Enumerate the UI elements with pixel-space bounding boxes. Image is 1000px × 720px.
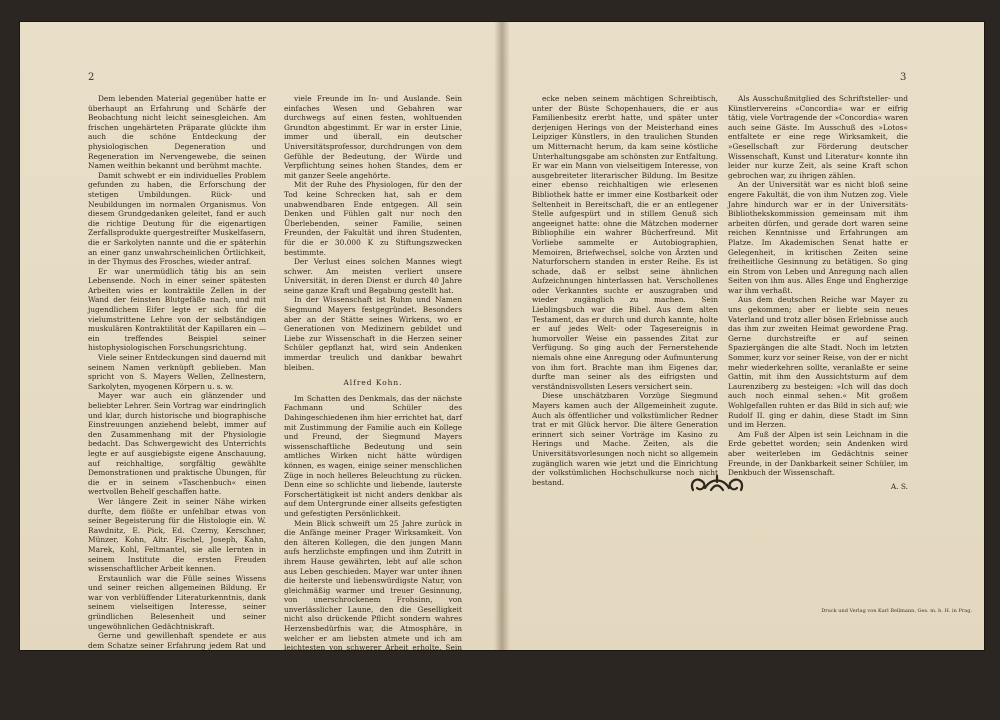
paragraph: Im Schatten des Denkmals, das der nächste Fachmann und Schüler des Dahingeschiedenen ihm hier errichtet hat, darf mit Zustimmung der Familie auch ein Kollege und Freund, der Siegmund Mayers wissenschaftliche Bedeutung und sein amtliches Wirken nicht hätte würdigen können, es wagen, einige seiner menschlichen Züge in noch helleres Beleuchtung zu rücken. Denn eine so schlichte und liebende, lauterste Forschertätigkeit ist nicht anders denkbar als auf dem Untergrunde einer allseits gefestigten und gefestigten Persönlichkeit. bbox=[284, 393, 462, 518]
paragraph: Er war unermüdlich tätig bis an sein Lebensende. Noch in einer seiner spätesten Arbeiten wies er kontraktile Zellen in der Wand der feinsten Blutgefäße nach, und mit jugendlichem Eifer legte er sich für die vielumstrittene Lehre von der selbständigen muskulären Kontraktilität der Kapillaren ein — ein treffendes Beispiel seiner histophysiologischen Forschungsrichtung. bbox=[88, 266, 266, 353]
book-spread bbox=[20, 22, 984, 720]
paragraph: Durch sein stilles, gediegenes Wirken, seine vornehme, offene und sympathische Persönlichkeit gewann bbox=[88, 669, 266, 698]
page-number: 3 bbox=[900, 72, 907, 83]
paragraph: Mit der Ruhe des Physiologen, für den der Tod keine Schrecken hat, sah er dem unabwendbaren Ende entgegen. All sein Denken und Fühlen galt nur noch den Überlebenden, seiner Familie, seinen Freunden, der Fakultät und ihren Studenten, für die er 30.000 K zu Stiftungszwecken bestimmte. bbox=[284, 180, 462, 257]
paragraph: viele Freunde im In- und Auslande. Sein einfaches Wesen und Gebahren war durchwegs auf einen festen, wohltuenden Grundton abgestimmt. Er war in erster Linie, immer und überall, ein deutscher Universitätsprofessor, durchdrungen von dem Gefühle der Bedeutung, der Würde und Verpflichtung seines hohen Standes, dem er mit ganzer Seele angehörte. bbox=[284, 94, 462, 180]
paragraph: Wer längere Zeit in seiner Nähe wirken durfte, dem flößte er unfehlbar etwas von seiner Begeisterung für die Histologie ein. W. Rawdnitz, E. Pick, Ed. Czerny, Kerschner, Münzer, Kohn, Altr. Fischel, Joseph, Kahn, Marek, Kohl, Feltmantel, sie alle lernten in seinem Institute die ersten Freuden wissenschaftlicher Arbeit kennen. bbox=[88, 496, 266, 574]
paragraph: ecke neben seinem mächtigen Schreibtisch, unter der Büste Schopenhauers, die er aus Familienbesitz ererbt hatte, und später unter derjenigen Herings von der Meisterhand eines Leipziger Künstlers, in den traulichen Stunden um Mitternacht herum, da kam seine köstliche Unterhaltungsgabe am schönsten zur Entfaltung. Er war ein Mann von vielseitigem Interesse, von ausgebreiteter literarischer Bildung. Im Besitze einer ebenso reichhaltigen wie erlesenen Bibliothek hatte er immer eine Kostbarkeit oder Seltenheit in Bereitschaft, die er an entlegener Stelle aufgespürt und in stillem Genuß sich angeeignet hatte: ohne die Mätzchen moderner Bibliophilie ein wahrer Bücherfreund. Mit Vorliebe sammelte er Autobiographien, Memoiren, Briefwechsel, solche von Ärzten und Naturforschern standen in erster Reihe. Es ist schade, daß er selbst seine ähnlichen Aufzeichnungen hinterlassen hat. Verschollenes oder Verkanntes suchte er auszugraben und wieder zugänglich zu machen. Sein Lieblingsbuch war die Bibel. Aus dem alten Testament, das er durch und durch kannte, holte er auf jedes Welt- oder Tagesereignis in humorvoller Weise ein passendes Zitat zur Verfügung. So ging auch der Fernerstehende niemals ohne eine Anregung oder Aufmunterung von ihm fort. Brachte man ihm Eigenes dar, durfte man seiner als des eifrigsten und verständnisvollsten Lesers versichert sein. bbox=[532, 94, 718, 391]
paragraph: Der Verlust eines solchen Mannes wiegt schwer. Am meisten verliert unsere Universität, in deren Dienst er durch 40 Jahre seine ganze Kraft und Begabung gestellt hat. bbox=[284, 257, 462, 295]
paragraph: Damit schwebt er ein individuelles Problem gefunden zu haben, die Erforschung der stetigen Umbildungen. Rück- und Neubildungen im normalen Organismus. Von diesem Grundgedanken geleitet, fand er auch die richtige Deutung für die eigenartigen Zerfallsprodukte quergestreifter Muskelfasern, die er Sarkolyten nannte und die er späterhin an einer ganz unwahrscheinlichen Örtlichkeit, in der Thymus des Frosches, wieder antraf. bbox=[88, 170, 266, 267]
text-column-4 bbox=[728, 94, 908, 628]
paragraph: Gerne und gewillenhaft spendete er aus dem Schatze seiner Erfahrung jedem Rat und Auskunft. Kaum jemals ging einer, der mit Fragen kam, unbelehrt von ihm. bbox=[88, 631, 266, 670]
book-gutter bbox=[494, 22, 510, 650]
paragraph: Am Fuß der Alpen ist sein Leichnam in die Erde gebettet worden; sein Andenken wird aber weiterleben im Gedächtnis seiner Freunde, in der Dankbarkeit seiner Schüler, im Denkbuch der Wissenschaft. bbox=[728, 429, 908, 478]
text-column-3 bbox=[532, 94, 718, 628]
paragraph: In der Wissenschaft ist Ruhm und Namen Siegmund Mayers festgegründet. Besonders aber an der Stätte seines Wirkens, wo er Generationen von Medizinern gebildet und Liebe zur Wissenschaft in die Herzen seiner Schüler gepflanzt hat, wird sein Andenken immerdar treulich und dankbar bewahrt bleiben. bbox=[284, 295, 462, 372]
paragraph: Viele seiner Entdeckungen sind dauernd mit seinem Namen verknüpft geblieben. Man spricht von S. Mayers Wellen, Zellnestern, Sarkolyten, myogenen Körpern u. s. w. bbox=[88, 353, 266, 391]
right-page bbox=[502, 22, 984, 650]
publisher-imprint: Druck und Verlag von Karl Bellmann, Ges. m. b. H. in Prag. bbox=[821, 608, 972, 614]
paragraph: Mein Blick schweift um 25 Jahre zurück in die Anfänge meiner Prager Wirksamkeit. Von den älteren Kollegen, die den jungen Mann aufs herzlichste empfingen und ihm Zutritt in ihrem Hause gewährten, lebt auf alle schon aus Leben geschieden. Mayer war unter ihnen die heiterste und liebenswürdigste Natur, von gleichmäßig warmer und treuer Gesinnung, von unerschrockenem Frohsinn, von unverlässlicher Laune, den die Geselligkeit nicht also drückende Pflicht sondern wahres Herzensbedürfnis war, die Atmosphäre, in welcher er am liebsten atmete und ich am leichtesten von schwerer Arbeit erholte. Sein gastliches Haus stand den Mitgliedern aller Fakultäten offen. Die berühmten Weingelände seiner rheinischen Heimat sandten ihre sonnigsten Grüße, und der gründliche Kenner ihres feinsten Aromas wurde nicht müde, aus dem Vollen zu spenden. In der heimeligen Plauder- bbox=[284, 518, 462, 720]
paragraph: Dem lebenden Material gegenüber hatte er überhaupt an Erfahrung und Schärfe der Beobachtung nicht leicht seinesgleichen. Am frischen ungehärteten Präparate glückte ihm auch die schöne Entdeckung der physiologischen Degeneration und Regeneration im Nervengewebe, die seinen Namen weithin bekannt und berühmt machte. bbox=[88, 94, 266, 171]
paragraph: Aus dem deutschen Reiche war Mayer zu uns gekommen; aber er liebte sein neues Vaterland und trotz aller bösen Erlebnisse auch das ihm zur zweiten Heimat gewordene Prag. Gerne durchstreifte er auf seinen Spaziergängen die alte Stadt. Noch im letzten Sommer, kurz vor seiner Reise, von der er nicht mehr wiederkehren sollte, veranlaßte er seine Gattin, mit ihm den Aussichtsturm auf dem Laurenziberg zu besteigen: »Ich will das doch auch noch einmal sehen.« Mit großem Wohlgefallen ruhten er das Bild in sich auf; wie Rudolf II. ging er dahin, diese Stadt im Sinn und im Herzen. bbox=[728, 295, 908, 430]
page-number: 2 bbox=[88, 72, 95, 83]
author-signature: Alfred Kohn. bbox=[343, 378, 403, 388]
paragraph: Als Ausschußmitglied des Schriftsteller- und Künstlervereins »Concordia« war er eifrig tätig, viele Vortragende der »Concordia« waren auch seine Gäste. Im Ausschuß des »Lotos« entfaltete er eine rege Wirksamkeit, die »Gesellschaft zur Förderung deutscher Wissenschaft, Kunst und Literatur« konnte ihn leider nur kurze Zeit, als seine Kraft schon gebrochen war, zu ihrigen zählen. bbox=[728, 94, 908, 180]
ornament-icon bbox=[687, 470, 747, 498]
left-page bbox=[20, 22, 502, 720]
text-column-2 bbox=[284, 94, 462, 720]
author-initials: A. S. bbox=[890, 481, 908, 491]
paragraph: Erstaunlich war die Fülle seines Wissens und seiner reichen allgemeinen Bildung. Er war von verblüffender Literaturkenntnis, dank seinem vielseitigen Interesse, seiner gründlichen Belesenheit und seiner ungewöhnlichen Gedächtniskraft. bbox=[88, 573, 266, 631]
text-column-1 bbox=[88, 94, 266, 698]
paragraph: Mayer war auch ein glänzender und beliebter Lehrer. Sein Vortrag war eindringlich und klar, durch historische und biographische Einstreuungen anziehend belebt, immer auf den Zusammenhang mit der Physiologie bedacht. Das Schwergewicht des Unterrichts legte er auf ausgiebigste eigene Anschauung, auf reichhaltige, sorgfältig gewählte Demonstrationen und praktische Übungen, für die er in seinem »Taschenbuch« einen wertvollen Behelf geschaffen hatte. bbox=[88, 391, 266, 497]
paragraph: An der Universität war es nicht bloß seine engere Fakultät, die von ihm Nutzen zog. Viele Jahre hindurch war er in der Universitäts-Bibliothekskommission gemeinsam mit ihm arbeiten dürfen, und gerade dort waren seine reichen Kenntnisse und Erfahrungen am Platze. Im Akademischen Senat hatte er Gelegenheit, in kritischen Zeiten seine freiheitliche Gesinnung zu betätigen. So ging ein Strom von Leben und Anregung nach allen Seiten von ihm aus. Alles Enge und Engherzige war ihm verhaßt. bbox=[728, 180, 908, 295]
paragraph: Diese unschätzbaren Vorzüge Siegmund Mayers kamen auch der Allgemeinheit zugute. Auch als öffentlicher und volkstümlicher Redner trat er mit Glück hervor. Die ältere Generation erinnert sich seiner Vorträge im Kasino zu Herings und Mache. Zeiten, als die Universitätsvorlesungen noch nicht so allgemein zugänglich waren wie jetzt und die Einrichtung der volkstümlichen Hochschulkurse noch nicht bestand. bbox=[532, 391, 718, 487]
